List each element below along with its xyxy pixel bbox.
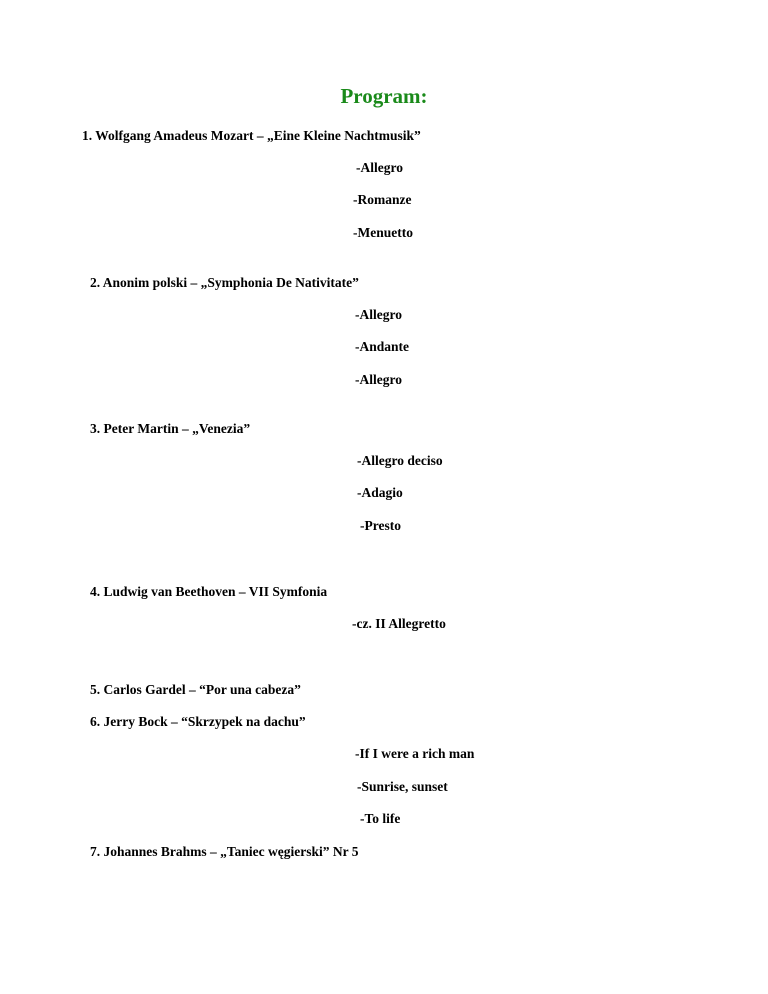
piece-2-movement-2: -Andante bbox=[355, 339, 410, 354]
piece-4-movement-1: -cz. II Allegretto bbox=[352, 616, 446, 631]
piece-2-movement-3: -Allegro bbox=[355, 372, 402, 387]
piece-2-movement-1: -Allegro bbox=[355, 307, 402, 322]
piece-6-heading: 6. Jerry Bock – “Skrzypek na dachu” bbox=[90, 714, 306, 729]
piece-3-movement-2: -Adagio bbox=[357, 485, 403, 500]
piece-3-movement-1: -Allegro deciso bbox=[357, 453, 443, 468]
piece-7-heading: 7. Johannes Brahms – „Taniec węgierski” Nr 5 bbox=[90, 844, 359, 859]
piece-1-heading: 1. Wolfgang Amadeus Mozart – „Eine Kleine Nachtmusik” bbox=[82, 128, 421, 143]
piece-1-movement-3: -Menuetto bbox=[353, 225, 413, 240]
program-title: Program: bbox=[340, 84, 428, 108]
piece-5-heading: 5. Carlos Gardel – “Por una cabeza” bbox=[90, 682, 301, 697]
piece-4-heading: 4. Ludwig van Beethoven – VII Symfonia bbox=[90, 584, 328, 599]
piece-1-movement-1: -Allegro bbox=[356, 160, 403, 175]
piece-3-movement-3: -Presto bbox=[360, 518, 401, 533]
piece-2-heading: 2. Anonim polski – „Symphonia De Nativitate” bbox=[90, 275, 359, 290]
piece-6-movement-3: -To life bbox=[360, 811, 401, 826]
piece-6-movement-1: -If I were a rich man bbox=[355, 746, 475, 761]
piece-6-movement-2: -Sunrise, sunset bbox=[357, 779, 448, 794]
piece-1-movement-2: -Romanze bbox=[353, 192, 412, 207]
piece-3-heading: 3. Peter Martin – „Venezia” bbox=[90, 421, 251, 436]
